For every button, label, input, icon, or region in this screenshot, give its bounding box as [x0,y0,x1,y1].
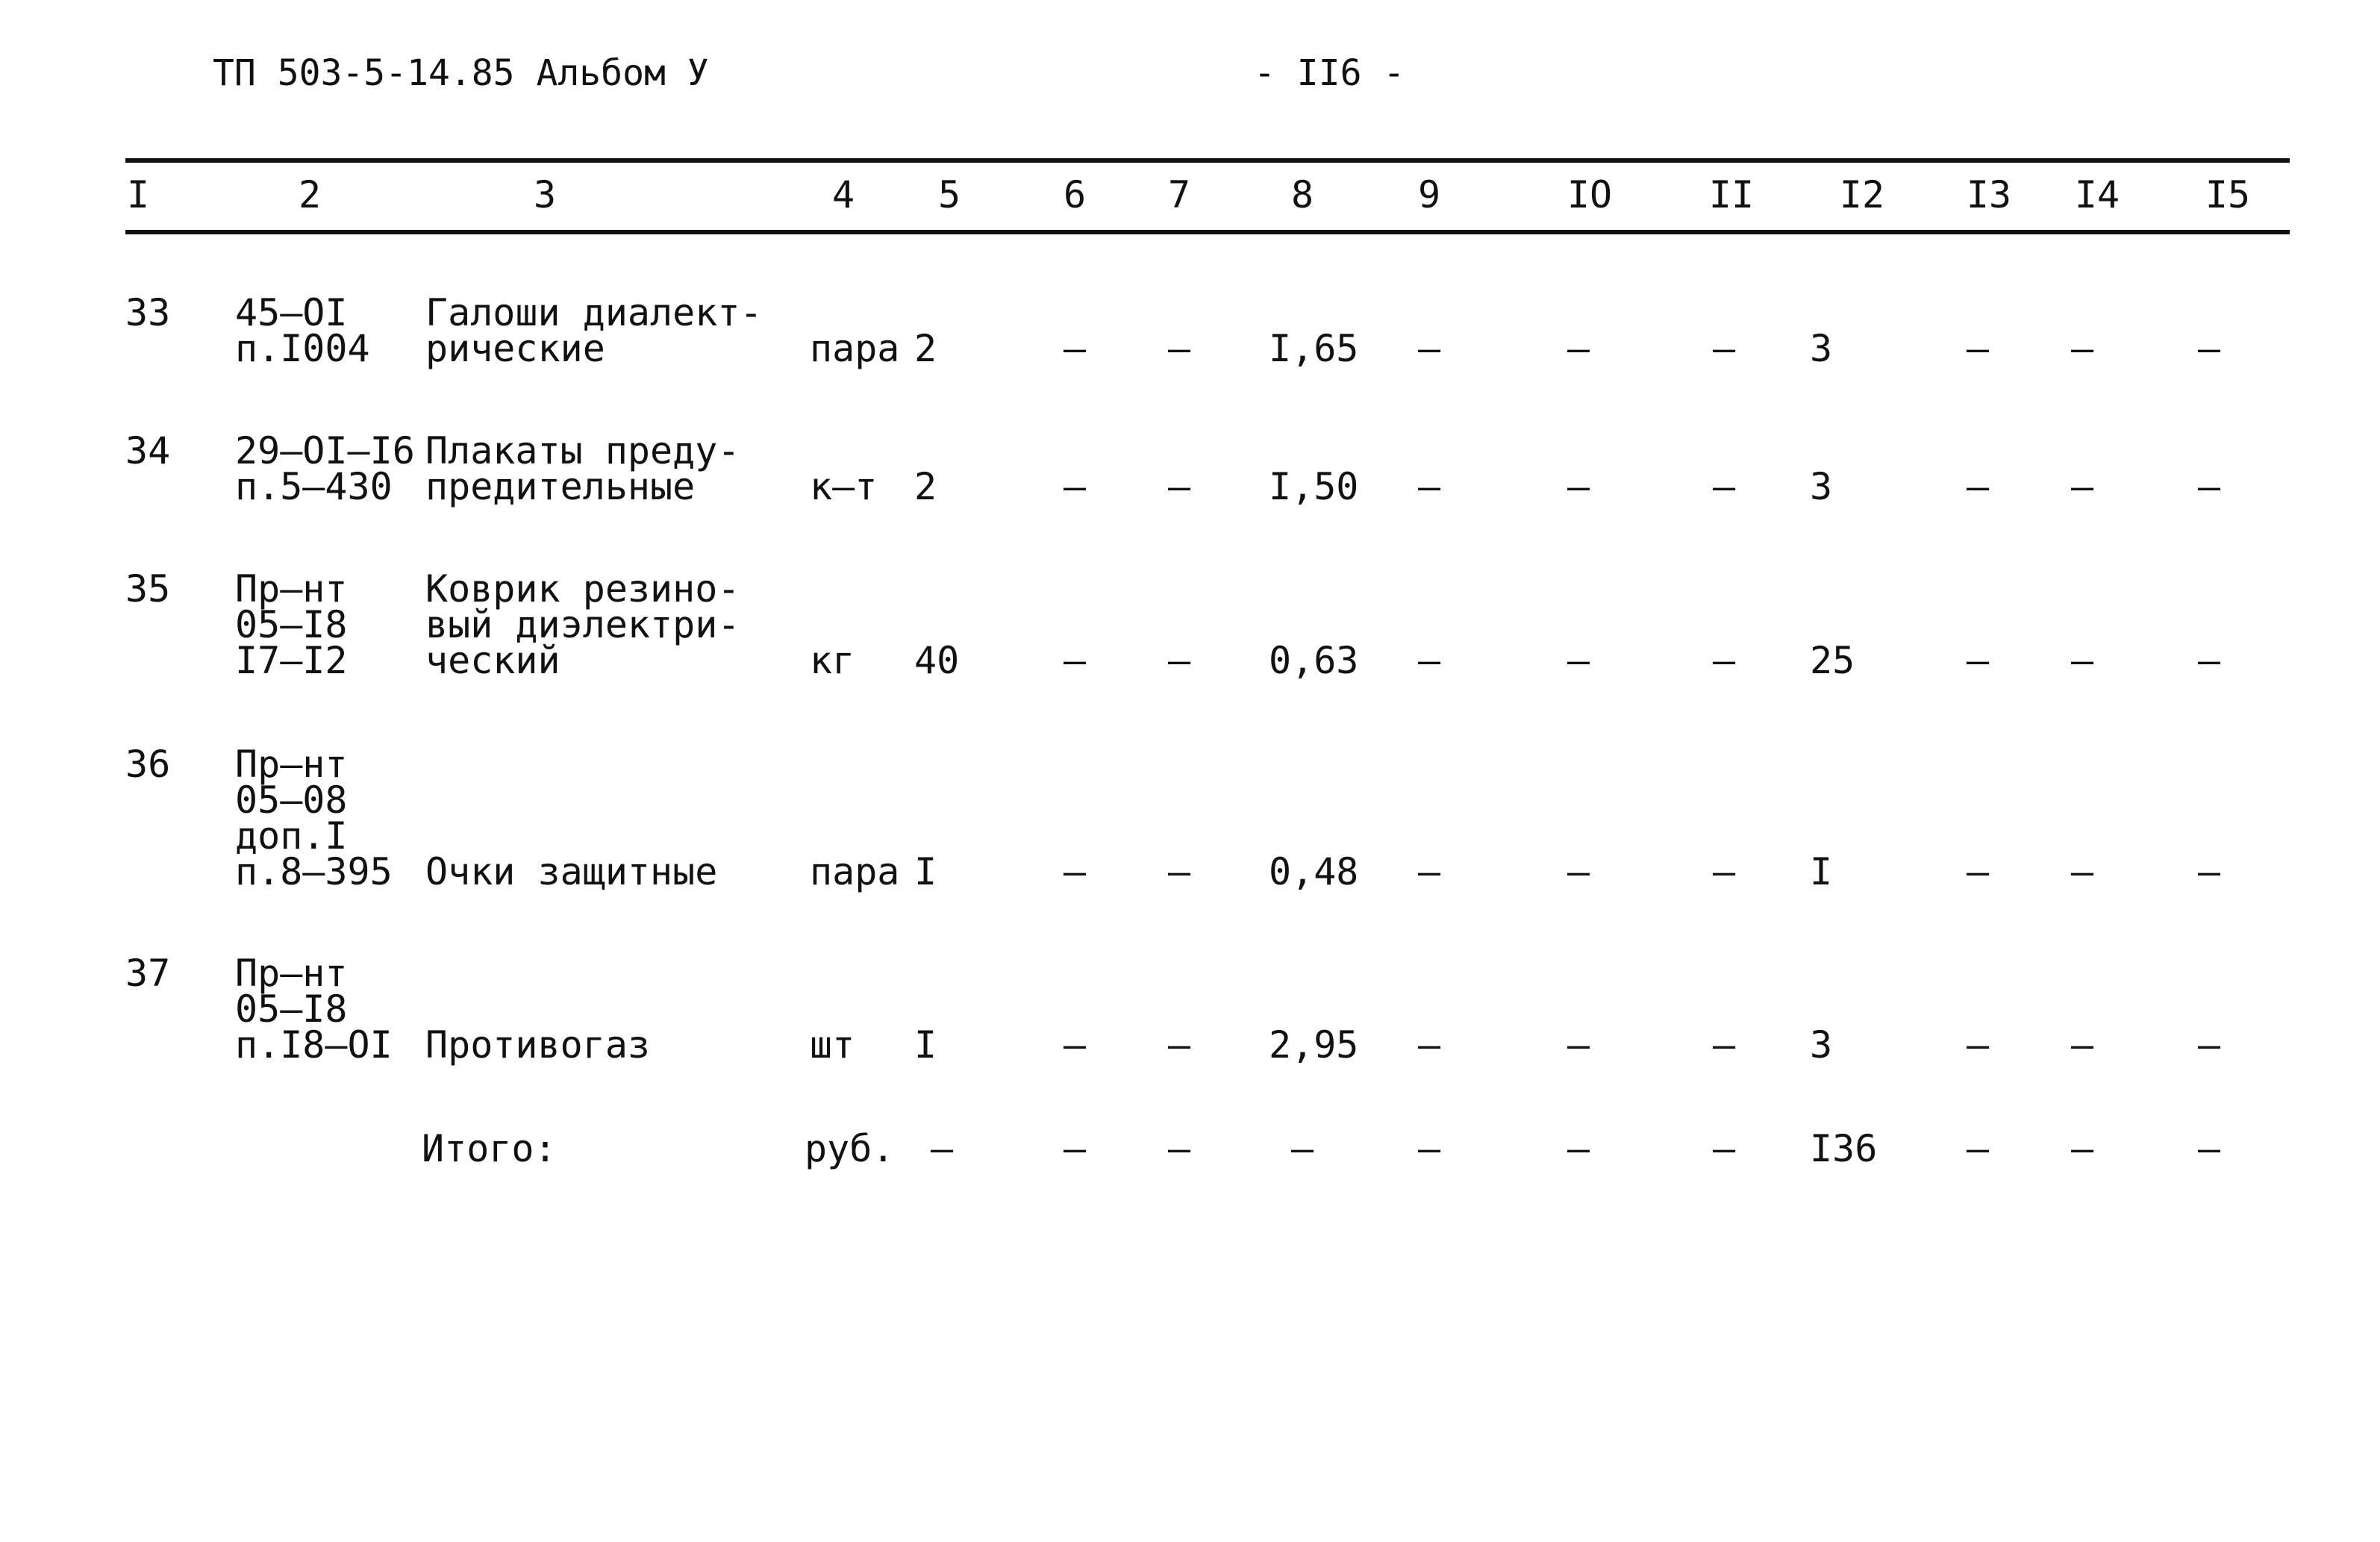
value-c14: – [2070,465,2094,508]
reference-code: 05–08 [235,778,348,822]
quantity: 2 [914,465,937,508]
item-name: вый диэлектри- [425,603,740,646]
reference-code: 05–I8 [235,603,348,646]
reference-code: п.5–430 [235,465,393,508]
value-c13: – [1966,639,1990,682]
total-c8: – [1290,1127,1314,1170]
value-c14: – [2070,850,2094,893]
reference-code: 45–OI [235,291,348,334]
quantity: I [914,850,937,893]
value-c10: – [1567,327,1590,370]
total-label: Итого: [422,1127,557,1170]
value-c15: – [2197,1023,2221,1067]
value-c6: – [1063,850,1087,893]
row-number: 34 [125,429,171,472]
reference-code: п.8–395 [235,850,393,893]
row-number: 33 [125,291,171,334]
total-c13: – [1966,1127,1990,1170]
value-c7: – [1167,465,1191,508]
reference-code: I7–I2 [235,639,348,682]
column-number-2: 2 [298,173,322,216]
value-c11: – [1712,465,1736,508]
reference-code: доп.I [235,814,348,858]
value-c11: – [1712,850,1736,893]
value-c15: – [2197,465,2221,508]
column-number-15: I5 [2205,173,2251,216]
value-c14: – [2070,327,2094,370]
value-c13: – [1966,327,1990,370]
value-c12: 3 [1810,465,1833,508]
value-c8: 2,95 [1269,1023,1359,1067]
total-unit: руб. [805,1127,895,1170]
total-c7: – [1167,1127,1191,1170]
column-number-4: 4 [831,173,855,216]
unit: к–т [810,465,878,508]
column-number-13: I3 [1966,173,2012,216]
column-number-10: IO [1567,173,1613,216]
item-name: Галоши диалект- [425,291,763,334]
value-c15: – [2197,639,2221,682]
value-c12: 3 [1810,1023,1833,1067]
value-c9: – [1417,639,1441,682]
unit: шт [810,1023,855,1067]
value-c14: – [2070,639,2094,682]
column-number-3: 3 [533,173,557,216]
reference-code: Пр–нт [235,567,348,611]
value-c11: – [1712,639,1736,682]
column-number-12: I2 [1839,173,1885,216]
column-number-5: 5 [937,173,961,216]
total-c9: – [1417,1127,1441,1170]
total-c5: – [930,1127,954,1170]
total-c6: – [1063,1127,1087,1170]
unit: пара [810,850,900,893]
column-number-6: 6 [1063,173,1087,216]
value-c9: – [1417,327,1441,370]
row-number: 37 [125,952,171,995]
unit: пара [810,327,900,370]
value-c12: 25 [1810,639,1855,682]
value-c9: – [1417,465,1441,508]
value-c13: – [1966,1023,1990,1067]
value-c12: I [1810,850,1833,893]
page-number: - II6 - [1254,52,1405,94]
value-c10: – [1567,1023,1590,1067]
item-name: Коврик резино- [425,567,740,611]
item-name: ческий [425,639,560,682]
value-c6: – [1063,639,1087,682]
row-number: 35 [125,567,171,611]
value-c7: – [1167,850,1191,893]
item-name: предительные [425,465,696,508]
value-c10: – [1567,850,1590,893]
column-number-8: 8 [1290,173,1314,216]
value-c6: – [1063,1023,1087,1067]
total-c14: – [2070,1127,2094,1170]
value-c15: – [2197,850,2221,893]
quantity: 2 [914,327,937,370]
total-c10: – [1567,1127,1590,1170]
value-c10: – [1567,465,1590,508]
total-c15: – [2197,1127,2221,1170]
value-c14: – [2070,1023,2094,1067]
value-c7: – [1167,639,1191,682]
item-name: Очки защитные [425,850,718,893]
value-c6: – [1063,465,1087,508]
table-header-rule [125,230,2290,234]
value-c9: – [1417,1023,1441,1067]
value-c12: 3 [1810,327,1833,370]
reference-code: Пр–нт [235,952,348,995]
value-c13: – [1966,465,1990,508]
value-c11: – [1712,327,1736,370]
item-name: рические [425,327,605,370]
value-c8: 0,63 [1269,639,1359,682]
value-c7: – [1167,327,1191,370]
value-c9: – [1417,850,1441,893]
value-c8: I,50 [1269,465,1359,508]
reference-code: п.I004 [235,327,370,370]
column-number-11: II [1708,173,1755,216]
reference-code: 05–I8 [235,987,348,1031]
value-c6: – [1063,327,1087,370]
reference-code: 29–OI–I6 [235,429,415,472]
value-c8: I,65 [1269,327,1359,370]
column-number-14: I4 [2074,173,2120,216]
total-c11: – [1712,1127,1736,1170]
value-c13: – [1966,850,1990,893]
quantity: 40 [914,639,960,682]
reference-code: Пр–нт [235,743,348,786]
row-number: 36 [125,743,171,786]
reference-code: п.I8–OI [235,1023,393,1067]
column-number-1: I [126,173,150,216]
unit: кг [810,639,855,682]
value-c8: 0,48 [1269,850,1359,893]
total-c12: I36 [1810,1127,1878,1170]
value-c7: – [1167,1023,1191,1067]
document-code: ТП 503-5-14.85 Альбом У [213,52,709,94]
value-c11: – [1712,1023,1736,1067]
table-top-rule [125,158,2290,163]
quantity: I [914,1023,937,1067]
column-number-7: 7 [1167,173,1191,216]
value-c10: – [1567,639,1590,682]
item-name: Противогаз [425,1023,651,1067]
item-name: Плакаты преду- [425,429,740,472]
value-c15: – [2197,327,2221,370]
column-number-9: 9 [1417,173,1441,216]
